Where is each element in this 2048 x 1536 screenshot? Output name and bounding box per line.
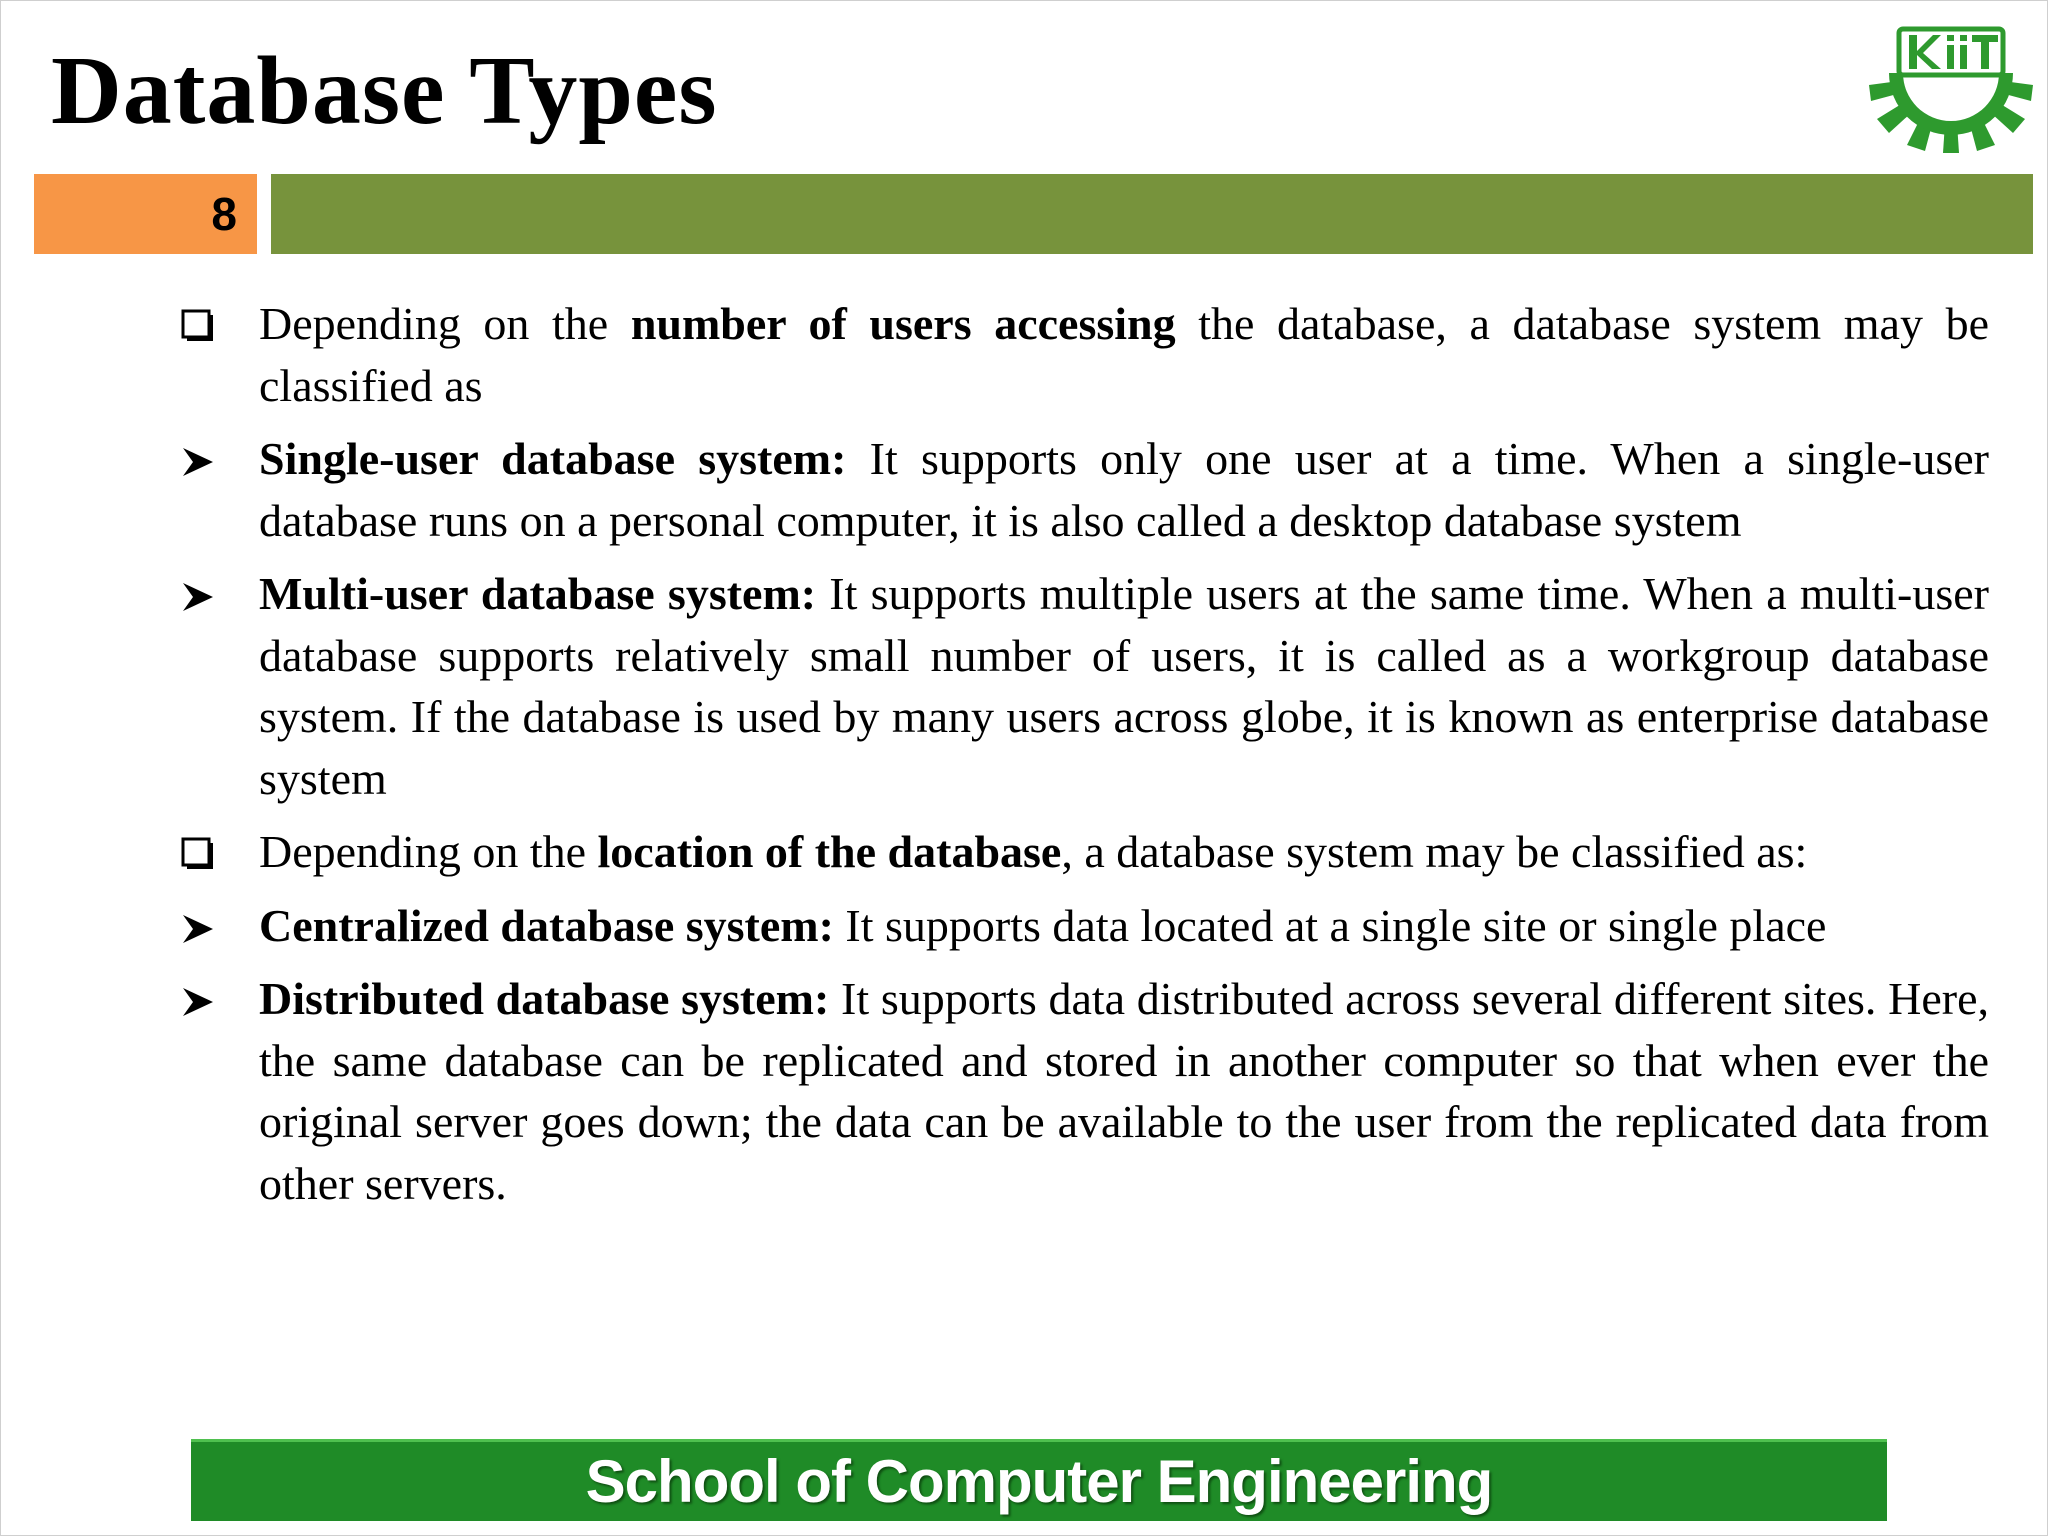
item-text: , a database system may be classified as: bbox=[1061, 826, 1808, 877]
list-item bbox=[179, 895, 1989, 957]
item-text: It supports only one user at a time. When a single-user database runs on a personal computer, it is also called a desktop database system bbox=[259, 433, 1989, 546]
item-bold-text: Distributed database system: bbox=[259, 973, 830, 1024]
item-text: It supports data distributed across several different sites. Here, the same database can be replicated and stored in another computer so that when ever the original server goes down; the data can be available to the user from the replicated data from other servers. bbox=[259, 973, 1989, 1209]
arrowhead-icon bbox=[179, 909, 219, 949]
slide-number: 8 bbox=[211, 188, 237, 240]
header-bar bbox=[271, 174, 2033, 254]
item-bold-text: number of users accessing bbox=[630, 298, 1176, 349]
square-checkbox-icon bbox=[179, 835, 219, 875]
arrowhead-icon bbox=[179, 982, 219, 1022]
item-bold-text: Multi-user database system: bbox=[259, 568, 817, 619]
square-checkbox-icon bbox=[179, 307, 219, 347]
item-bold-text: location of the database bbox=[597, 826, 1062, 877]
item-text: Depending on the bbox=[259, 298, 631, 349]
kiit-logo-icon bbox=[1859, 23, 2039, 153]
list-item bbox=[179, 563, 1989, 809]
item-text: the database, a database system may be classified as bbox=[259, 298, 1989, 411]
item-bold-text: Single-user database system: bbox=[259, 433, 847, 484]
item-text: It supports multiple users at the same time. When a multi-user database supports relatively small number of users, it is called as a workgroup database system. If the database is used by many users across globe, it is known as enterprise database system bbox=[259, 568, 1989, 804]
arrowhead-icon bbox=[179, 442, 219, 482]
item-text: Depending on the bbox=[259, 826, 598, 877]
list-item bbox=[179, 293, 1989, 416]
slide-number-box bbox=[34, 174, 257, 254]
list-item bbox=[179, 968, 1989, 1214]
slide-title: Database Types bbox=[51, 37, 718, 145]
arrowhead-icon bbox=[179, 577, 219, 617]
bullet-list bbox=[179, 293, 1989, 1226]
list-item bbox=[179, 821, 1989, 883]
footer-text: School of Computer Engineering bbox=[585, 1448, 1493, 1515]
item-text: It supports data located at a single site or single place bbox=[833, 899, 1827, 951]
item-bold-text: Centralized database system: bbox=[259, 899, 834, 951]
footer-bar bbox=[191, 1439, 1887, 1521]
list-item bbox=[179, 428, 1989, 551]
